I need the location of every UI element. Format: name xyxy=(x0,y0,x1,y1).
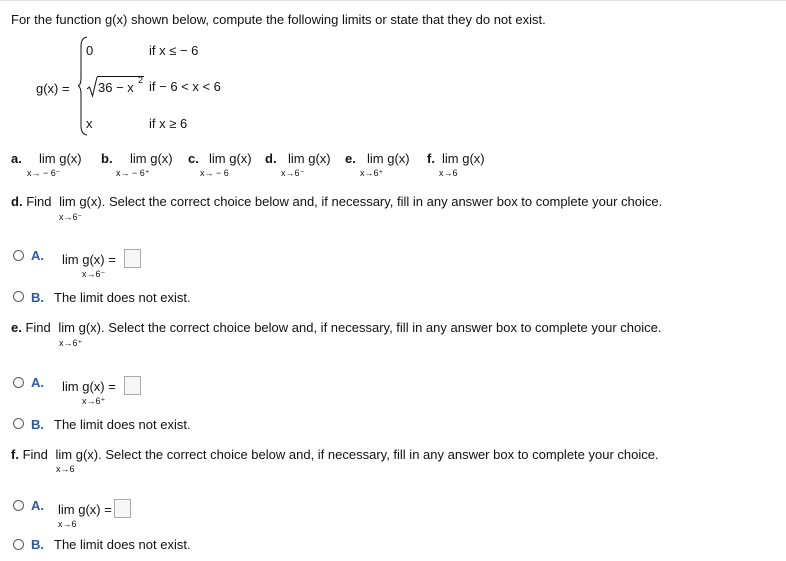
question-f-answer-box[interactable] xyxy=(114,499,131,518)
question-f-option-a-label[interactable]: A. xyxy=(31,498,44,513)
question-d-limit: lim g(x). xyxy=(59,194,106,209)
part-d-limit: lim g(x) xyxy=(288,151,331,166)
question-d-option-a-sub: x→6⁻ xyxy=(82,269,106,279)
question-e-option-a-sub: x→6⁺ xyxy=(82,396,106,406)
question-d-find: Find xyxy=(26,194,52,209)
question-e-option-a-radio[interactable] xyxy=(13,377,24,388)
question-f-prompt xyxy=(11,447,659,462)
question-d-letter: d. xyxy=(11,194,23,209)
sqrt-vinculum xyxy=(97,76,144,77)
piece-2-exponent: 2 xyxy=(138,75,144,85)
question-d-sub: x→6⁻ xyxy=(59,212,83,222)
question-d-option-b-text: The limit does not exist. xyxy=(54,290,191,305)
question-f-option-a-radio[interactable] xyxy=(13,500,24,511)
question-e-answer-box[interactable] xyxy=(124,376,141,395)
piece-2-cond: if − 6 < x < 6 xyxy=(149,79,221,94)
part-a-sub: x→ − 6⁻ xyxy=(27,168,61,178)
question-f-instruction: Select the correct choice below and, if necessary, fill in any answer box to complete your choice. xyxy=(105,447,659,462)
piece-1-expr: 0 xyxy=(86,43,94,58)
piece-2-radicand: 36 − x xyxy=(98,80,134,95)
question-f-option-b-text: The limit does not exist. xyxy=(54,537,191,552)
part-c-limit: lim g(x) xyxy=(209,151,252,166)
question-e-prompt xyxy=(11,320,662,335)
question-f-limit: lim g(x). xyxy=(55,447,102,462)
part-c-sub: x→ − 6 xyxy=(200,168,229,178)
part-e-letter: e. xyxy=(345,151,356,166)
question-d-answer-box[interactable] xyxy=(124,249,141,268)
piece-1-cond: if x ≤ − 6 xyxy=(149,43,199,58)
piece-3-cond: if x ≥ 6 xyxy=(149,116,188,131)
question-e-limit: lim g(x). xyxy=(58,320,105,335)
question-f-option-b-label[interactable]: B. xyxy=(31,537,44,552)
question-f-option-b-radio[interactable] xyxy=(13,539,24,550)
function-lhs: g(x) = xyxy=(36,81,70,96)
question-e-sub: x→6⁺ xyxy=(59,338,83,348)
question-e-find: Find xyxy=(25,320,51,335)
part-a-limit: lim g(x) xyxy=(39,151,82,166)
question-f-option-a-text: lim g(x) = xyxy=(58,502,112,517)
piece-3-expr: x xyxy=(86,116,93,131)
top-divider xyxy=(0,0,786,1)
question-e-letter: e. xyxy=(11,320,22,335)
part-f-limit: lim g(x) xyxy=(442,151,485,166)
part-f-letter: f. xyxy=(427,151,435,166)
question-d-prompt xyxy=(11,194,662,209)
part-e-sub: x→6⁺ xyxy=(360,168,384,178)
question-d-option-a-text: lim g(x) = xyxy=(62,252,116,267)
part-e-limit: lim g(x) xyxy=(367,151,410,166)
question-d-option-b-label[interactable]: B. xyxy=(31,290,44,305)
question-d-instruction: Select the correct choice below and, if necessary, fill in any answer box to complete your choice. xyxy=(108,194,663,209)
part-b-sub: x→ − 6⁺ xyxy=(116,168,150,178)
part-c-letter: c. xyxy=(188,151,199,166)
question-e-option-b-label[interactable]: B. xyxy=(31,417,44,432)
question-f-option-a-sub: x→6 xyxy=(58,519,77,529)
question-d-option-b-radio[interactable] xyxy=(13,291,24,302)
question-e-option-a-label[interactable]: A. xyxy=(31,375,44,390)
question-f-sub: x→6 xyxy=(56,464,75,474)
part-d-letter: d. xyxy=(265,151,277,166)
question-d-option-a-radio[interactable] xyxy=(13,250,24,261)
sqrt-radical-icon xyxy=(86,76,98,98)
part-a-letter: a. xyxy=(11,151,22,166)
part-f-sub: x→6 xyxy=(439,168,458,178)
part-b-letter: b. xyxy=(101,151,113,166)
part-b-limit: lim g(x) xyxy=(130,151,173,166)
question-f-letter: f. xyxy=(11,447,19,462)
question-e-option-a-text: lim g(x) = xyxy=(62,379,116,394)
part-d-sub: x→6⁻ xyxy=(281,168,305,178)
question-d-option-a-label[interactable]: A. xyxy=(31,248,44,263)
question-e-instruction: Select the correct choice below and, if necessary, fill in any answer box to complete your choice. xyxy=(108,320,662,335)
question-e-option-b-text: The limit does not exist. xyxy=(54,417,191,432)
problem-intro: For the function g(x) shown below, compute the following limits or state that they do not exist. xyxy=(11,12,546,27)
question-f-find: Find xyxy=(22,447,48,462)
question-e-option-b-radio[interactable] xyxy=(13,418,24,429)
